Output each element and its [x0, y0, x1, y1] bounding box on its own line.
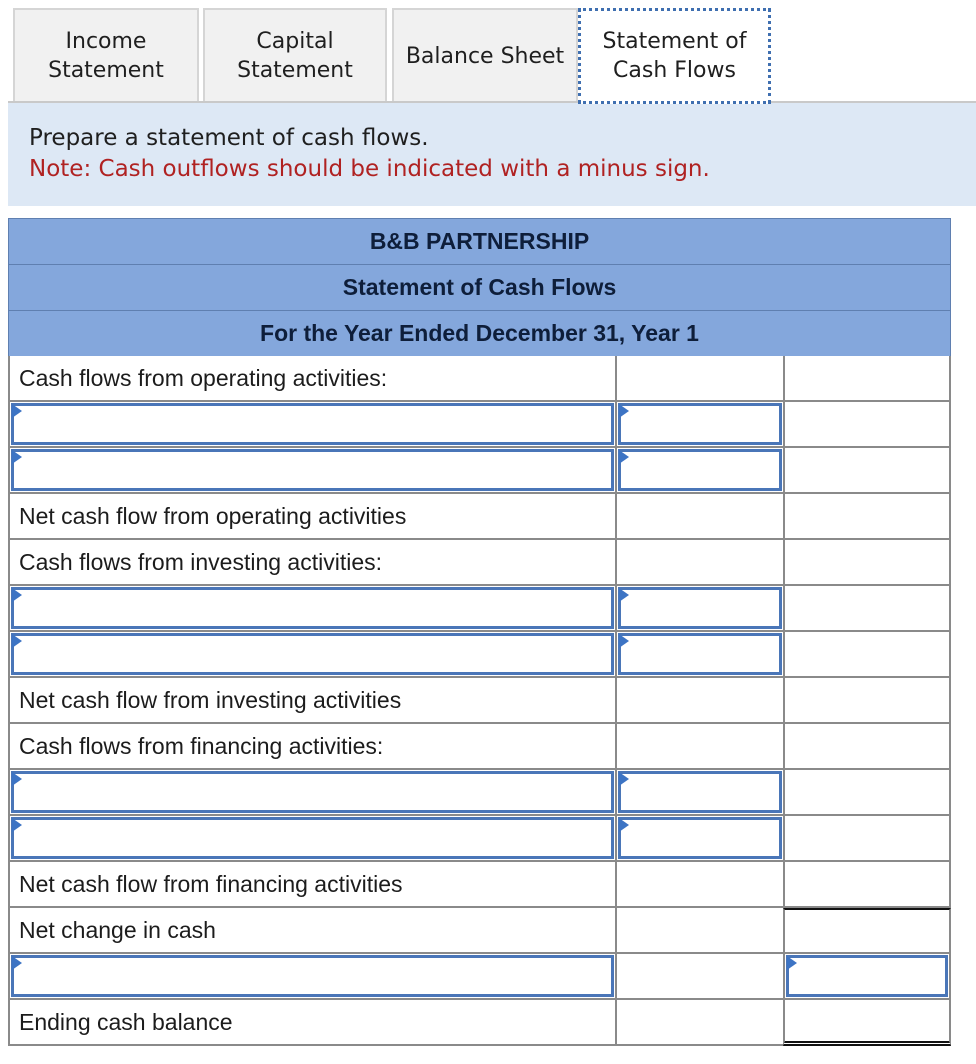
row-label: Cash flows from financing activities: — [19, 732, 384, 759]
statement-row — [8, 632, 951, 678]
account-select[interactable] — [11, 587, 614, 629]
dropdown-arrow-icon[interactable] — [619, 772, 629, 786]
row-label-cell — [8, 724, 615, 770]
tab-balance-sheet[interactable] — [392, 8, 578, 102]
row-label-cell — [8, 540, 615, 586]
row-label: Net cash flow from operating activities — [19, 502, 407, 529]
statement-row — [8, 402, 951, 448]
statement-period: For the Year Ended December 31, Year 1 — [8, 310, 951, 356]
dropdown-arrow-icon[interactable] — [12, 818, 22, 832]
amount-input-cell — [615, 770, 783, 816]
dropdown-arrow-icon[interactable] — [12, 588, 22, 602]
amount-input[interactable] — [618, 771, 782, 813]
total-cell — [783, 494, 951, 540]
total-cell — [783, 586, 951, 632]
statement-row — [8, 678, 951, 724]
total-cell — [783, 632, 951, 678]
amount-cell — [615, 540, 783, 586]
total-cell — [783, 540, 951, 586]
row-label: Cash flows from investing activities: — [19, 548, 383, 575]
account-select-cell — [8, 816, 615, 862]
cash-flow-statement-table — [8, 218, 951, 1046]
dropdown-arrow-icon[interactable] — [12, 404, 22, 418]
instructions-panel — [8, 103, 976, 206]
statement-company-name: B&B PARTNERSHIP — [8, 218, 951, 264]
tab-capital-statement-label: Capital Statement — [237, 29, 353, 83]
statement-title: Statement of Cash Flows — [8, 264, 951, 310]
account-select-cell — [8, 770, 615, 816]
dropdown-arrow-icon[interactable] — [619, 450, 629, 464]
statement-row — [8, 724, 951, 770]
tab-statement-of-cash-flows-label: Statement of Cash Flows — [602, 29, 747, 83]
dropdown-arrow-icon[interactable] — [12, 772, 22, 786]
statement-row — [8, 908, 951, 954]
total-cell — [783, 816, 951, 862]
amount-input[interactable] — [618, 817, 782, 859]
dropdown-arrow-icon[interactable] — [12, 450, 22, 464]
statement-row — [8, 770, 951, 816]
row-label: Net cash flow from investing activities — [19, 686, 402, 713]
instructions-note: Note: Cash outflows should be indicated with a minus sign. — [29, 156, 710, 182]
amount-input-cell — [615, 816, 783, 862]
total-cell — [783, 402, 951, 448]
account-select[interactable] — [11, 403, 614, 445]
amount-input[interactable] — [618, 633, 782, 675]
total-cell — [783, 448, 951, 494]
row-label-cell — [8, 678, 615, 724]
dropdown-arrow-icon[interactable] — [619, 588, 629, 602]
amount-input[interactable] — [618, 449, 782, 491]
statement-row — [8, 862, 951, 908]
amount-input-cell — [615, 448, 783, 494]
amount-input-cell — [615, 586, 783, 632]
tab-statement-of-cash-flows[interactable] — [578, 8, 771, 104]
statement-row — [8, 816, 951, 862]
dropdown-arrow-icon[interactable] — [619, 404, 629, 418]
amount-input-cell — [615, 632, 783, 678]
account-select[interactable] — [11, 955, 614, 997]
row-label-cell — [8, 1000, 615, 1046]
total-cell — [783, 724, 951, 770]
statement-row — [8, 1000, 951, 1046]
amount-input-cell — [615, 402, 783, 448]
tab-capital-statement[interactable] — [203, 8, 387, 102]
row-label: Net cash flow from financing activities — [19, 870, 403, 897]
tab-bar — [0, 0, 976, 103]
row-label-cell — [8, 862, 615, 908]
account-select[interactable] — [11, 817, 614, 859]
total-cell — [783, 770, 951, 816]
account-select-cell — [8, 402, 615, 448]
tab-income-statement-label: Income Statement — [48, 29, 164, 83]
amount-cell — [615, 678, 783, 724]
amount-cell — [615, 356, 783, 402]
dropdown-arrow-icon[interactable] — [619, 818, 629, 832]
account-select-cell — [8, 448, 615, 494]
row-label: Cash flows from operating activities: — [19, 364, 388, 391]
total-cell — [783, 1000, 951, 1046]
dropdown-arrow-icon[interactable] — [12, 956, 22, 970]
total-cell — [783, 356, 951, 402]
row-label-cell — [8, 908, 615, 954]
statement-row — [8, 954, 951, 1000]
amount-cell — [615, 954, 783, 1000]
statement-row — [8, 494, 951, 540]
row-label: Ending cash balance — [19, 1008, 233, 1035]
account-select[interactable] — [11, 633, 614, 675]
amount-cell — [615, 862, 783, 908]
account-select[interactable] — [11, 449, 614, 491]
amount-cell — [615, 494, 783, 540]
amount-input[interactable] — [618, 403, 782, 445]
total-input-cell — [783, 954, 951, 1000]
total-cell — [783, 908, 951, 954]
statement-row — [8, 448, 951, 494]
account-select-cell — [8, 632, 615, 678]
row-label-cell — [8, 494, 615, 540]
amount-cell — [615, 724, 783, 770]
total-cell — [783, 678, 951, 724]
total-cell — [783, 862, 951, 908]
statement-rows — [8, 356, 951, 1046]
dropdown-arrow-icon[interactable] — [12, 634, 22, 648]
instructions-text: Prepare a statement of cash flows. — [29, 125, 429, 151]
statement-row — [8, 586, 951, 632]
dropdown-arrow-icon[interactable] — [787, 956, 797, 970]
row-label: Net change in cash — [19, 916, 216, 943]
account-select-cell — [8, 586, 615, 632]
tab-income-statement[interactable] — [13, 8, 199, 102]
account-select-cell — [8, 954, 615, 1000]
statement-row — [8, 356, 951, 402]
account-select[interactable] — [11, 771, 614, 813]
amount-cell — [615, 908, 783, 954]
amount-input[interactable] — [618, 587, 782, 629]
tab-balance-sheet-label: Balance Sheet — [405, 43, 565, 69]
dropdown-arrow-icon[interactable] — [619, 634, 629, 648]
row-label-cell — [8, 356, 615, 402]
total-input[interactable] — [786, 955, 948, 997]
statement-row — [8, 540, 951, 586]
amount-cell — [615, 1000, 783, 1046]
